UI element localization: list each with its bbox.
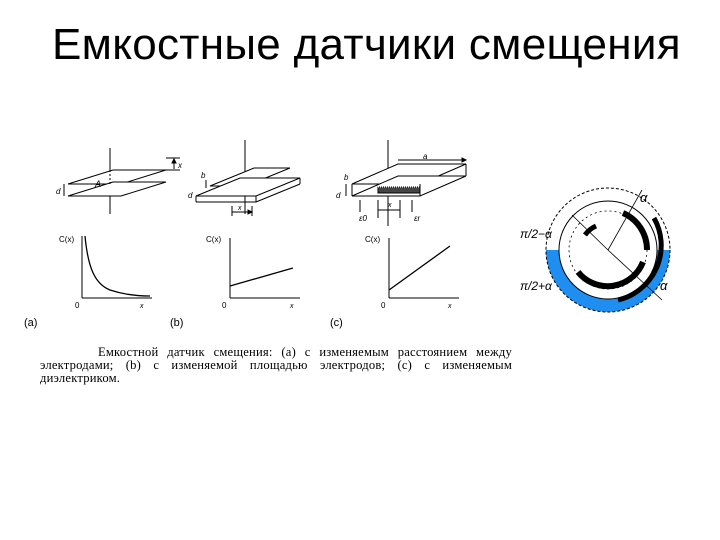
ring-electrode-lower: [578, 262, 643, 286]
panel-a-sensor: [64, 148, 180, 214]
panel-a-gap-label: d: [56, 187, 61, 196]
panel-c-tag: (c): [330, 317, 343, 329]
panel-c-gap-label: d: [336, 191, 341, 200]
panel-a-tag: (a): [24, 317, 38, 329]
ring-alpha-top: α: [640, 190, 648, 205]
ring-electrode-upper: [623, 213, 647, 250]
figure-caption: [40, 346, 512, 385]
dielectric-slab: [378, 187, 420, 193]
panel-b-graph: [230, 238, 300, 298]
panel-b-gap-label: d: [188, 191, 193, 200]
panel-a-origin: 0: [75, 301, 80, 310]
panel-a-area-label: A: [95, 179, 102, 189]
panel-c-ylabel: C(x): [365, 235, 381, 244]
panel-c-width-label: b: [344, 173, 349, 182]
panel-a-ylabel: C(x): [59, 235, 75, 244]
caption-line-1: Емкостной датчик смещения: (а) с изменяемым расстоянием между: [98, 345, 512, 359]
panel-c-eps0-label: ε0: [359, 214, 367, 223]
panel-b-width-label: b: [201, 171, 206, 180]
panel-b-xlabel: x: [290, 303, 294, 310]
panel-b-ylabel: C(x): [206, 235, 222, 244]
plate-lower: [196, 178, 300, 196]
panel-c-disp-label: x: [388, 202, 392, 209]
panel-b-sensor: [196, 140, 300, 216]
panel-b-line: [230, 268, 293, 286]
ring-electrode-inner: [585, 226, 596, 235]
ring-sensor: [546, 188, 670, 312]
panel-a-xlabel: x: [140, 303, 144, 310]
panel-b-disp-label: x: [238, 205, 242, 212]
panel-c-length-label: a: [423, 152, 428, 161]
ring-label-lower: π/2+α: [520, 279, 552, 293]
panel-c-line: [389, 246, 450, 290]
panel-b-origin: 0: [222, 301, 227, 310]
panel-b-tag: (b): [170, 317, 184, 329]
caption-line-3: диэлектриком.: [40, 371, 121, 385]
panel-c-xlabel: x: [448, 303, 452, 310]
ring-label-upper: π/2−α: [520, 227, 552, 241]
panel-a-graph: [82, 236, 152, 298]
ring-alpha-right: α: [660, 278, 668, 293]
panel-a-disp-label: x: [178, 161, 182, 170]
caption-line-2: электродами; (b) с изменяемой площадью электродов; (с) с изменяемым: [40, 358, 512, 372]
panel-a-curve: [85, 236, 150, 296]
panel-c-epsr-label: εr: [414, 214, 421, 223]
panel-c-origin: 0: [381, 301, 386, 310]
panel-c-graph: [389, 238, 459, 298]
slide-title: Емкостные датчики смещения: [52, 20, 681, 69]
